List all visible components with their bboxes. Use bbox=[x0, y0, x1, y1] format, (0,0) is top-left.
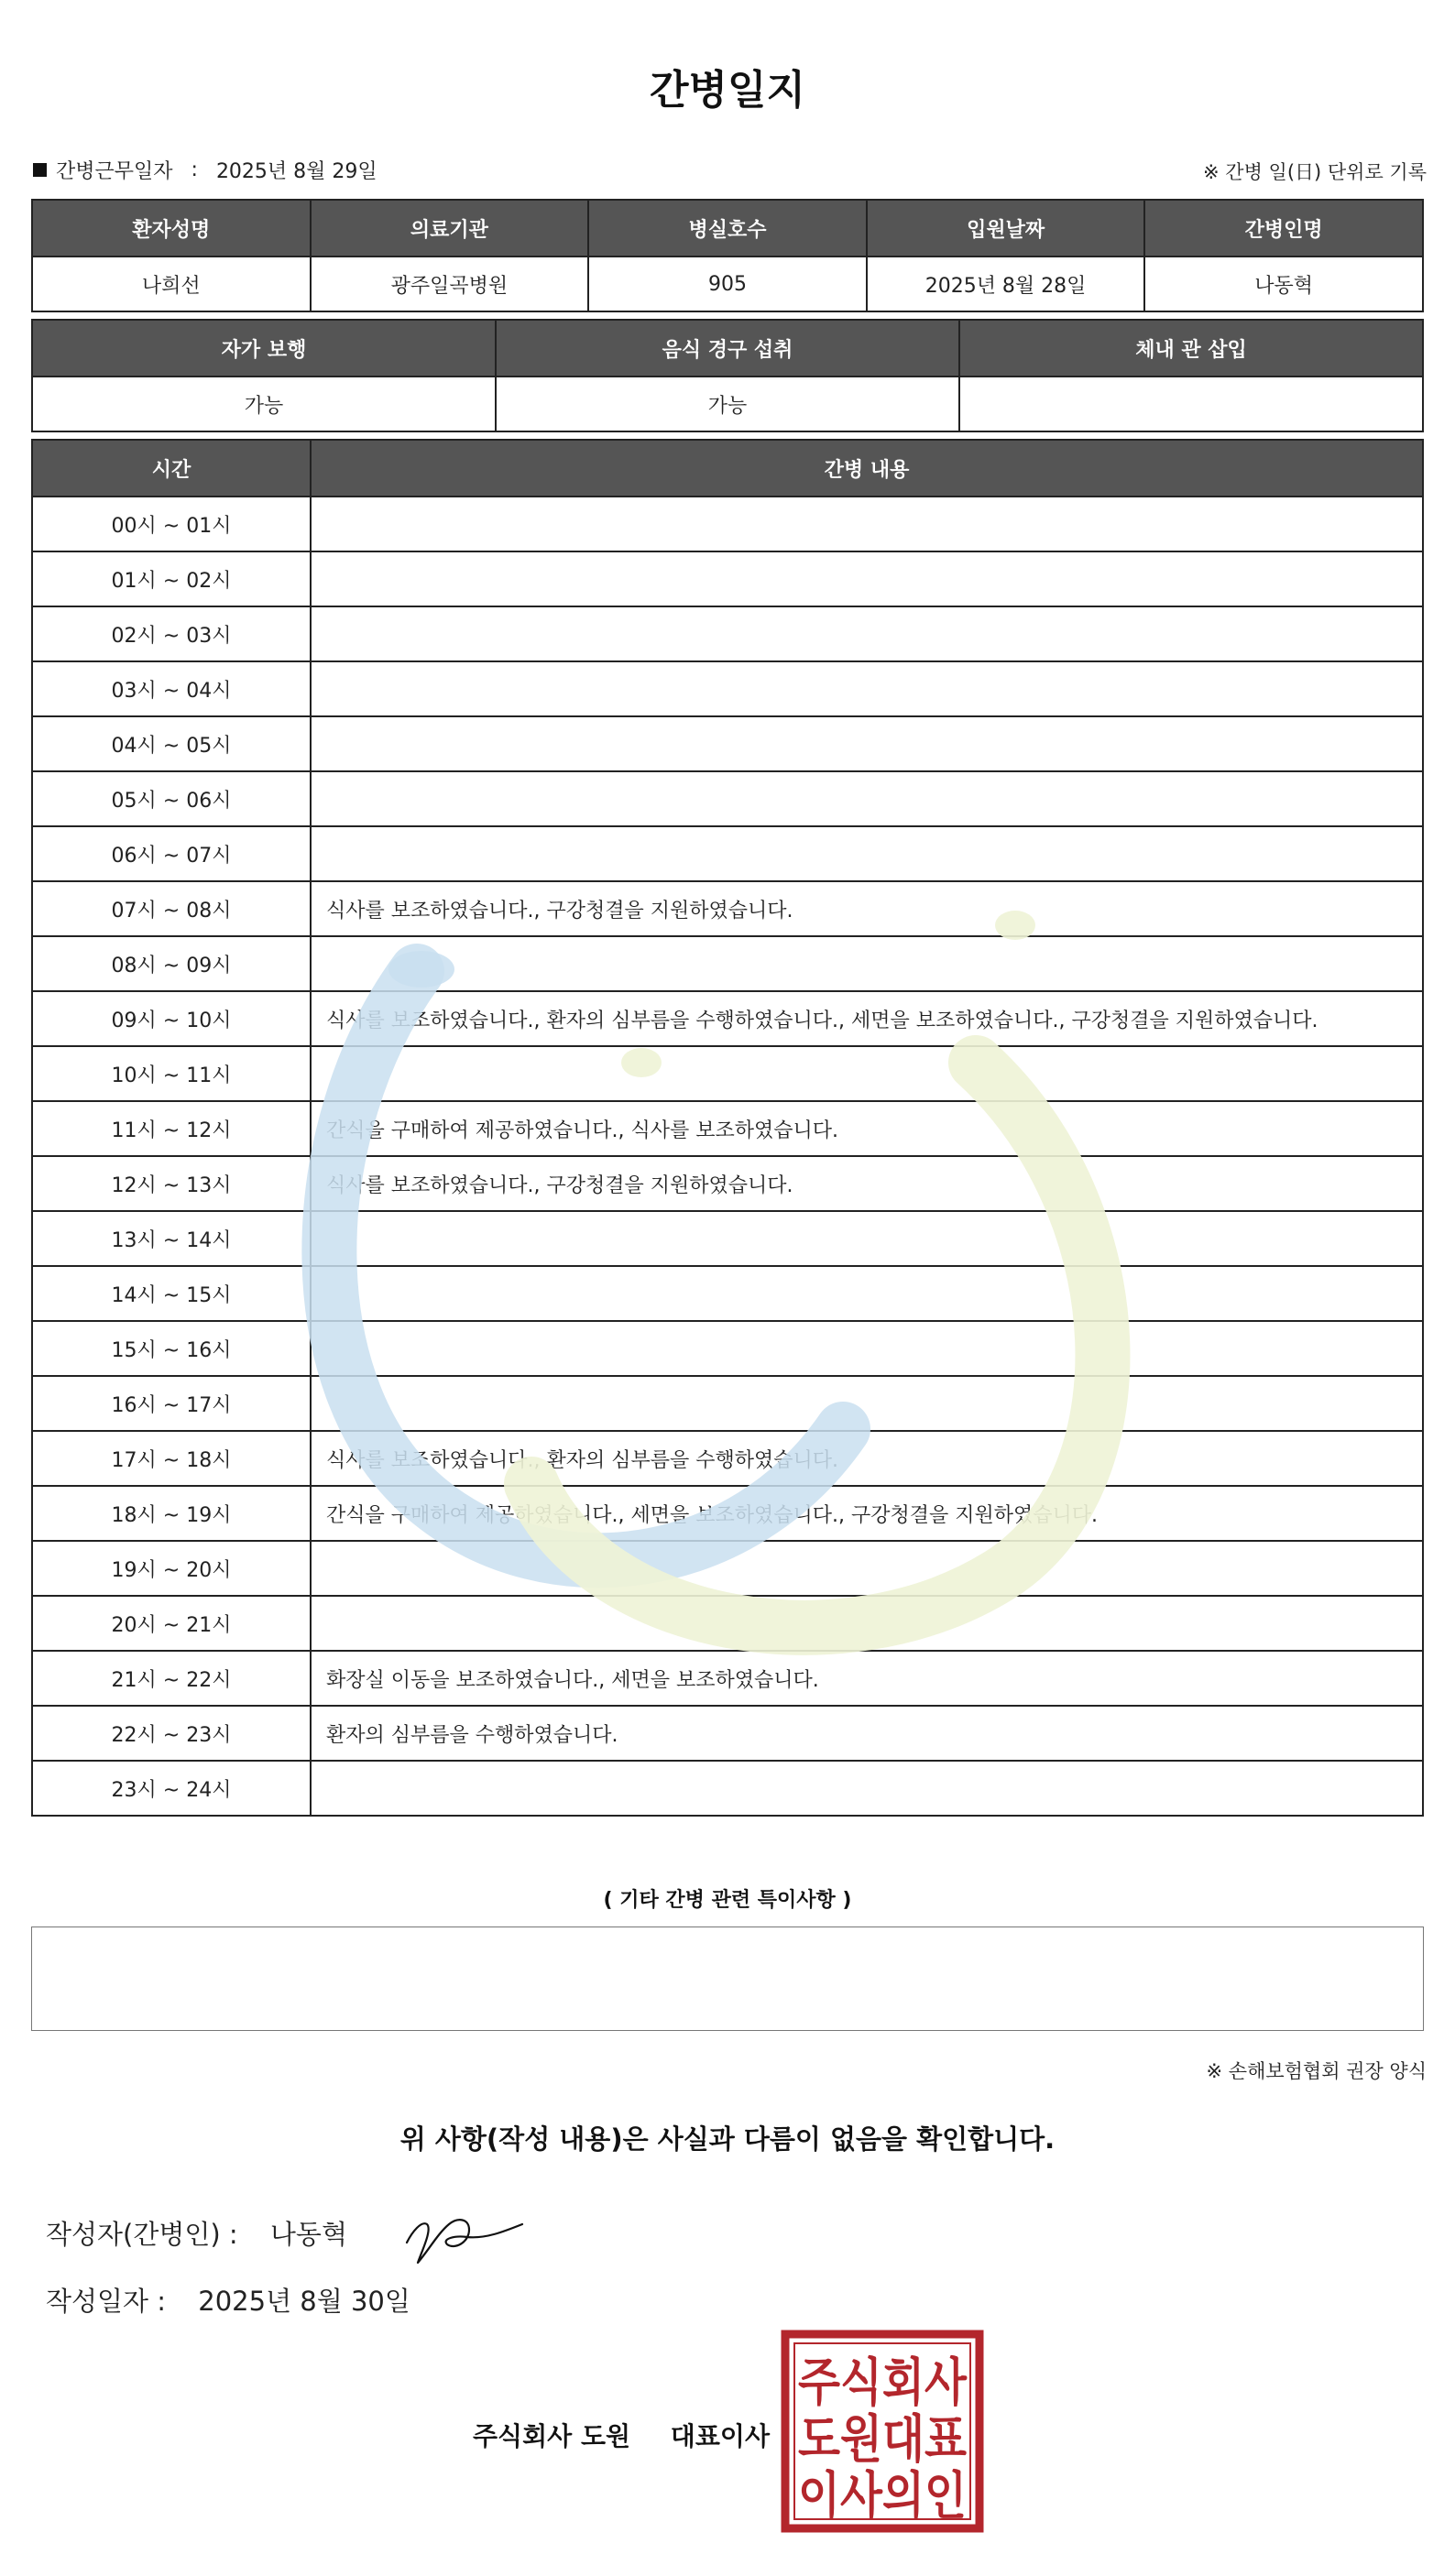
care-time-cell: 06시 ~ 07시 bbox=[32, 826, 311, 881]
care-content-cell bbox=[311, 771, 1423, 826]
care-content-cell bbox=[311, 1046, 1423, 1101]
care-time-cell: 00시 ~ 01시 bbox=[32, 497, 311, 551]
written-date-label: 작성일자 : bbox=[46, 2286, 167, 2317]
care-log-row bbox=[32, 1486, 1423, 1541]
care-content-cell bbox=[311, 606, 1423, 661]
patient-info-table bbox=[31, 199, 1424, 312]
care-time-cell: 12시 ~ 13시 bbox=[32, 1156, 311, 1211]
care-log-rows bbox=[32, 497, 1423, 1816]
care-time-cell: 02시 ~ 03시 bbox=[32, 606, 311, 661]
value-tube-insertion bbox=[959, 377, 1423, 431]
care-time-cell: 15시 ~ 16시 bbox=[32, 1321, 311, 1376]
care-time-cell: 09시 ~ 10시 bbox=[32, 991, 311, 1046]
care-log-row bbox=[32, 1101, 1423, 1156]
header-caregiver-name: 간병인명 bbox=[1144, 200, 1423, 257]
special-notes-box bbox=[31, 1927, 1424, 2031]
care-log-row bbox=[32, 1376, 1423, 1431]
care-content-cell bbox=[311, 1596, 1423, 1651]
care-content-cell bbox=[311, 936, 1423, 991]
svg-text:도원대표: 도원대표 bbox=[798, 2410, 967, 2470]
header-care-content: 간병 내용 bbox=[311, 440, 1423, 497]
patient-info-header-row bbox=[32, 200, 1423, 257]
care-content-cell: 식사를 보조하였습니다., 구강청결을 지원하였습니다. bbox=[311, 881, 1423, 936]
svg-text:이사의인: 이사의인 bbox=[798, 2467, 967, 2527]
care-log-row bbox=[32, 1266, 1423, 1321]
care-log-row bbox=[32, 826, 1423, 881]
svg-text:주식회사: 주식회사 bbox=[798, 2353, 968, 2413]
header-tube-insertion: 체내 관 삽입 bbox=[959, 320, 1423, 377]
care-content-cell bbox=[311, 1376, 1423, 1431]
care-time-cell: 23시 ~ 24시 bbox=[32, 1761, 311, 1816]
header-time: 시간 bbox=[32, 440, 311, 497]
value-admission-date: 2025년 8월 28일 bbox=[867, 257, 1145, 311]
care-time-cell: 10시 ~ 11시 bbox=[32, 1046, 311, 1101]
care-time-cell: 18시 ~ 19시 bbox=[32, 1486, 311, 1541]
care-content-cell bbox=[311, 1541, 1423, 1596]
care-content-cell bbox=[311, 716, 1423, 771]
care-time-cell: 05시 ~ 06시 bbox=[32, 771, 311, 826]
care-content-cell bbox=[311, 661, 1423, 716]
written-date-line bbox=[46, 2281, 410, 2319]
care-log-row bbox=[32, 881, 1423, 936]
header-admission-date: 입원날짜 bbox=[867, 200, 1145, 257]
care-log-row bbox=[32, 661, 1423, 716]
company-name: 주식회사 도원 bbox=[473, 2421, 631, 2451]
handwritten-signature bbox=[401, 2199, 530, 2272]
care-log-row bbox=[32, 1321, 1423, 1376]
care-content-cell: 식사를 보조하였습니다., 구강청결을 지원하였습니다. bbox=[311, 1156, 1423, 1211]
page-title: 간병일지 bbox=[649, 67, 805, 114]
care-content-cell: 환자의 심부름을 수행하였습니다. bbox=[311, 1706, 1423, 1761]
company-line bbox=[473, 2417, 770, 2453]
written-date-value: 2025년 8월 30일 bbox=[198, 2286, 410, 2317]
value-caregiver-name: 나동혁 bbox=[1144, 257, 1423, 311]
care-time-cell: 16시 ~ 17시 bbox=[32, 1376, 311, 1431]
form-note: ※ 손해보험협회 권장 양식 bbox=[1206, 2060, 1427, 2082]
header-self-walking: 자가 보행 bbox=[32, 320, 496, 377]
patient-info-value-row bbox=[32, 257, 1423, 311]
work-date-label: 간병근무일자 bbox=[56, 160, 173, 183]
header-room: 병실호수 bbox=[588, 200, 867, 257]
header-oral-intake: 음식 경구 섭취 bbox=[496, 320, 959, 377]
care-content-cell bbox=[311, 551, 1423, 606]
care-log-row bbox=[32, 606, 1423, 661]
special-notes-content bbox=[32, 1927, 1423, 1953]
writer-name: 나동혁 bbox=[269, 2219, 347, 2250]
care-log-row bbox=[32, 1431, 1423, 1486]
care-time-cell: 11시 ~ 12시 bbox=[32, 1101, 311, 1156]
value-self-walking: 가능 bbox=[32, 377, 496, 431]
care-log-row bbox=[32, 1541, 1423, 1596]
care-time-cell: 13시 ~ 14시 bbox=[32, 1211, 311, 1266]
header-patient-name: 환자성명 bbox=[32, 200, 311, 257]
care-time-cell: 14시 ~ 15시 bbox=[32, 1266, 311, 1321]
care-log-table bbox=[31, 439, 1424, 1817]
care-content-cell: 화장실 이동을 보조하였습니다., 세면을 보조하였습니다. bbox=[311, 1651, 1423, 1706]
care-content-cell bbox=[311, 1761, 1423, 1816]
patient-status-value-row bbox=[32, 377, 1423, 431]
writer-label: 작성자(간병인) : bbox=[46, 2219, 238, 2250]
confirmation-statement: 위 사항(작성 내용)은 사실과 다름이 없음을 확인합니다. bbox=[399, 2123, 1056, 2155]
care-content-cell bbox=[311, 1266, 1423, 1321]
care-time-cell: 08시 ~ 09시 bbox=[32, 936, 311, 991]
care-content-cell bbox=[311, 1321, 1423, 1376]
work-date bbox=[33, 156, 377, 184]
care-log-row bbox=[32, 1211, 1423, 1266]
company-seal-stamp bbox=[780, 2329, 985, 2534]
header-hospital: 의료기관 bbox=[311, 200, 589, 257]
value-hospital: 광주일곡병원 bbox=[311, 257, 589, 311]
care-content-cell bbox=[311, 826, 1423, 881]
care-log-header-row bbox=[32, 440, 1423, 497]
patient-status-table bbox=[31, 319, 1424, 432]
care-log-row bbox=[32, 771, 1423, 826]
care-log-row bbox=[32, 1156, 1423, 1211]
value-room: 905 bbox=[588, 257, 867, 311]
writer-line bbox=[46, 2214, 347, 2252]
care-time-cell: 20시 ~ 21시 bbox=[32, 1596, 311, 1651]
care-log-row bbox=[32, 551, 1423, 606]
care-content-cell: 간식을 구매하여 제공하였습니다., 식사를 보조하였습니다. bbox=[311, 1101, 1423, 1156]
representative-title: 대표이사 bbox=[670, 2421, 770, 2451]
care-log-row bbox=[32, 1651, 1423, 1706]
value-oral-intake: 가능 bbox=[496, 377, 959, 431]
value-patient-name: 나희선 bbox=[32, 257, 311, 311]
care-time-cell: 01시 ~ 02시 bbox=[32, 551, 311, 606]
patient-status-header-row bbox=[32, 320, 1423, 377]
care-time-cell: 07시 ~ 08시 bbox=[32, 881, 311, 936]
care-time-cell: 04시 ~ 05시 bbox=[32, 716, 311, 771]
care-time-cell: 17시 ~ 18시 bbox=[32, 1431, 311, 1486]
care-time-cell: 03시 ~ 04시 bbox=[32, 661, 311, 716]
care-log-row bbox=[32, 1761, 1423, 1816]
square-bullet-icon bbox=[33, 163, 47, 177]
care-log-row bbox=[32, 1596, 1423, 1651]
care-log-row bbox=[32, 936, 1423, 991]
care-content-cell bbox=[311, 1211, 1423, 1266]
work-date-sep: : bbox=[191, 158, 198, 181]
care-time-cell: 22시 ~ 23시 bbox=[32, 1706, 311, 1761]
care-content-cell: 식사를 보조하였습니다., 환자의 심부름을 수행하였습니다. bbox=[311, 1431, 1423, 1486]
care-log-row bbox=[32, 991, 1423, 1046]
unit-note: ※ 간병 일(日) 단위로 기록 bbox=[1203, 161, 1427, 183]
care-log-row bbox=[32, 1046, 1423, 1101]
care-time-cell: 19시 ~ 20시 bbox=[32, 1541, 311, 1596]
work-date-value: 2025년 8월 29일 bbox=[215, 160, 377, 183]
care-log-row bbox=[32, 1706, 1423, 1761]
care-time-cell: 21시 ~ 22시 bbox=[32, 1651, 311, 1706]
care-content-cell bbox=[311, 497, 1423, 551]
care-content-cell: 식사를 보조하였습니다., 환자의 심부름을 수행하였습니다., 세면을 보조하였습니다., 구강청결을 지원하였습니다. bbox=[311, 991, 1423, 1046]
care-log-row bbox=[32, 497, 1423, 551]
care-content-cell: 간식을 구매하여 제공하였습니다., 세면을 보조하였습니다., 구강청결을 지원하였습니다. bbox=[311, 1486, 1423, 1541]
special-notes-label: ( 기타 간병 관련 특이사항 ) bbox=[603, 1889, 852, 1912]
care-log-row bbox=[32, 716, 1423, 771]
